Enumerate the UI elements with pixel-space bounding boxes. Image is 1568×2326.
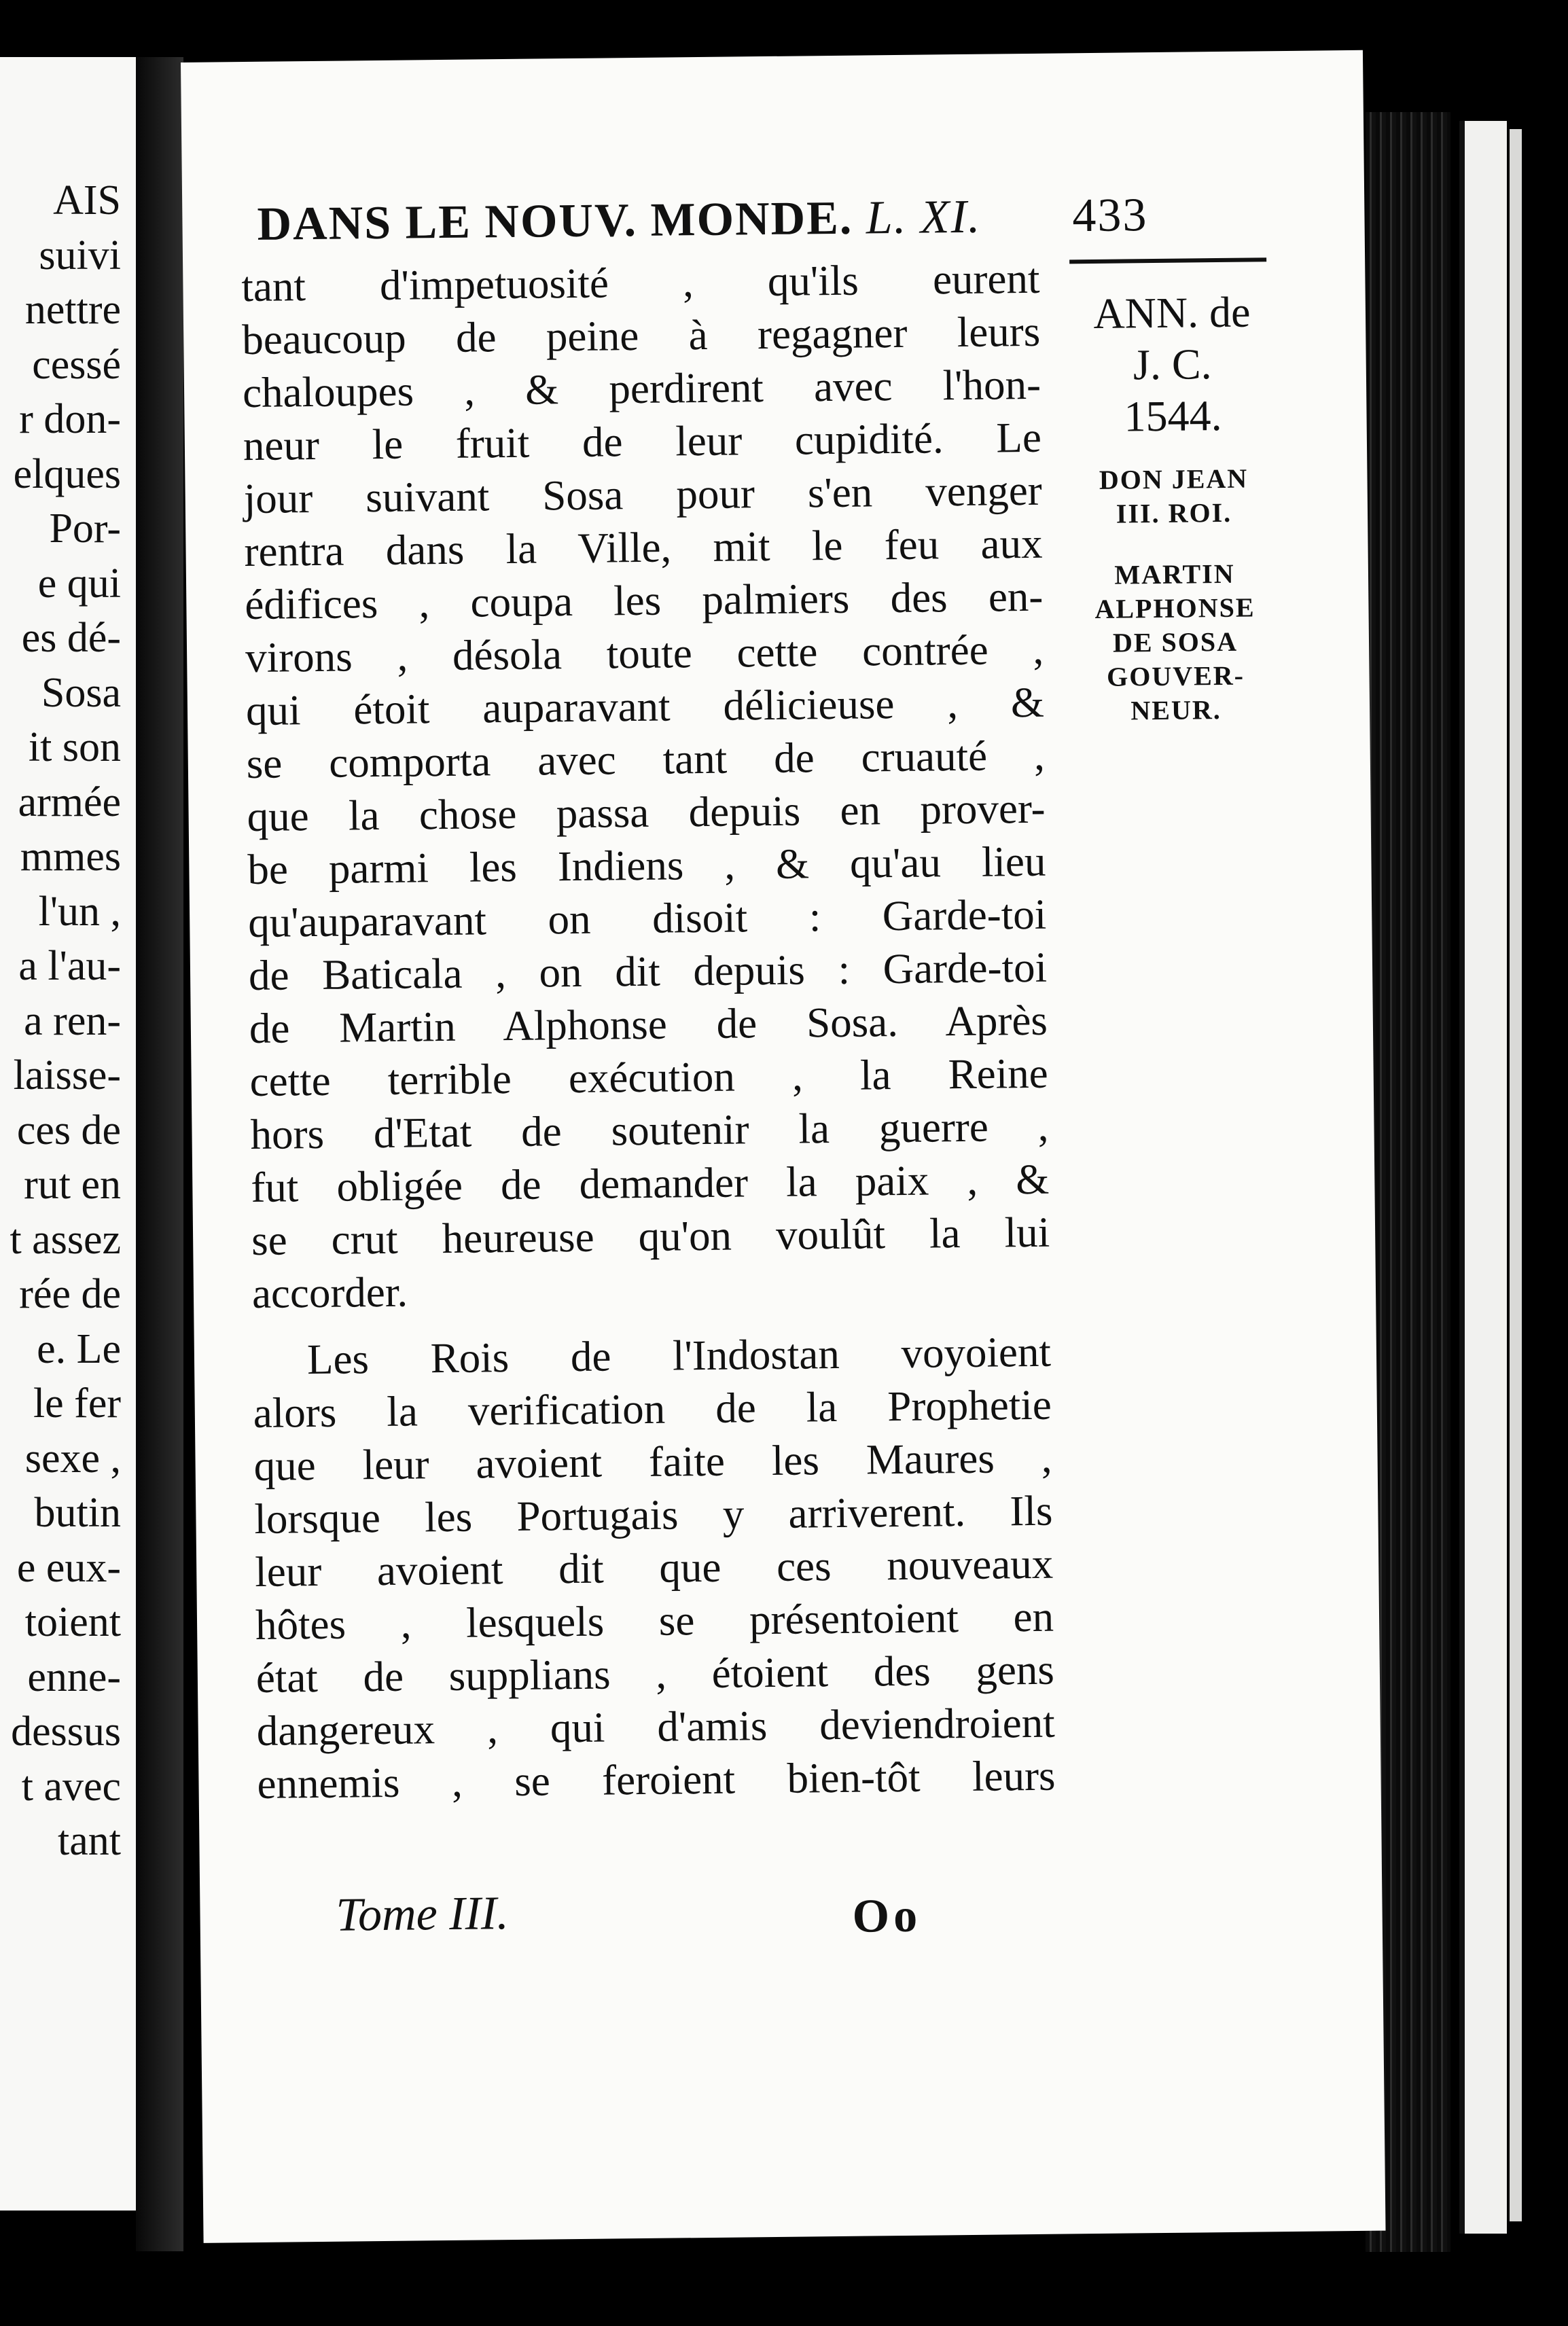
margin-governor: MARTIN xyxy=(1114,558,1235,590)
left-page-line: ces de xyxy=(16,1107,121,1153)
text-line: be parmi les Indiens , & qu'au lieu xyxy=(247,837,1046,894)
text-line: virons , désola toute cette contrée , xyxy=(245,625,1044,682)
text-line: hors d'Etat de soutenir la guerre , xyxy=(250,1102,1049,1159)
book-number: L. XI. xyxy=(866,190,982,245)
paragraph xyxy=(241,252,1050,1320)
margin-king: DON JEAN xyxy=(1099,463,1249,495)
margin-rule xyxy=(1069,257,1266,264)
margin-governor-5: NEUR. xyxy=(1130,694,1222,726)
left-page-line: enne- xyxy=(27,1653,121,1700)
left-page-line: butin xyxy=(34,1490,121,1536)
text-line: neur le fruit de leur cupidité. Le xyxy=(243,413,1042,470)
left-page-line: toient xyxy=(24,1599,121,1645)
margin-notes xyxy=(1069,248,1278,728)
left-page-line: laisse- xyxy=(13,1052,121,1098)
margin-governor-4: GOUVER- xyxy=(1106,660,1245,692)
left-page-line: cessé xyxy=(32,341,121,388)
book-page xyxy=(181,50,1386,2243)
text-line: beaucoup de peine à regagner leurs xyxy=(241,307,1041,364)
back-page-edge-shadow xyxy=(1510,129,1522,2221)
text-line: dangereux , qui d'amis deviendroient xyxy=(256,1698,1056,1755)
page-footer xyxy=(336,1881,1049,1943)
left-page-line: r don- xyxy=(19,396,121,442)
left-page-line: t assez xyxy=(10,1216,121,1263)
text-line: tant d'impetuosité , qu'ils eurent xyxy=(241,254,1040,311)
text-line: lorsque les Portugais y arriverent. Ils xyxy=(254,1486,1053,1543)
left-page-line: Sosa xyxy=(41,669,121,716)
text-line: fut obligée de demander la paix , & xyxy=(250,1155,1050,1212)
left-page-line: nettre xyxy=(24,287,121,333)
main-text xyxy=(241,252,1056,1810)
text-line: chaloupes , & perdirent avec l'hon- xyxy=(242,360,1041,417)
left-page-line: mmes xyxy=(20,834,121,880)
text-line: leur avoient dit que ces nouveaux xyxy=(254,1539,1054,1596)
left-page-line: Por- xyxy=(49,505,121,552)
text-line: accorder. xyxy=(251,1268,408,1317)
text-line: hôtes , lesquels se présentoient en xyxy=(255,1592,1054,1649)
running-header xyxy=(257,189,1148,252)
left-page-line: e eux- xyxy=(16,1544,121,1591)
left-page-line: l'un , xyxy=(38,888,121,935)
margin-year-label: ANN. de xyxy=(1093,287,1251,338)
text-line: rentra dans la Ville, mit le feu aux xyxy=(244,519,1043,576)
previous-page-fragment xyxy=(0,57,136,2211)
left-page-line: it son xyxy=(28,724,121,770)
left-page-line: es dé- xyxy=(21,615,121,661)
margin-king-2: III. ROI. xyxy=(1116,497,1232,529)
left-page-line: rut en xyxy=(24,1162,121,1208)
text-line: ennemis , se feroient bien-tôt leurs xyxy=(257,1751,1056,1808)
paragraph xyxy=(253,1325,1056,1810)
signature-mark: Oo xyxy=(852,1889,922,1943)
text-line: Les Rois de l'Indostan voyoient xyxy=(306,1327,1052,1384)
text-line: de Martin Alphonse de Sosa. Après xyxy=(249,996,1048,1053)
left-page-line: a ren- xyxy=(24,997,121,1044)
text-line: se comporta avec tant de cruauté , xyxy=(246,731,1046,788)
left-page-line: suivi xyxy=(39,232,121,279)
left-page-line: elques xyxy=(13,450,121,497)
text-line: qui étoit auparavant délicieuse , & xyxy=(245,678,1045,735)
left-page-line: AIS xyxy=(53,177,121,223)
left-page-line: rée de xyxy=(19,1271,121,1317)
left-page-line: le fer xyxy=(33,1380,121,1427)
left-page-line: tant xyxy=(58,1818,121,1864)
left-page-line: e qui xyxy=(37,560,121,607)
text-line: se crut heureuse qu'on voulût la lui xyxy=(251,1208,1050,1265)
text-line: de Baticala , on dit depuis : Garde-toi xyxy=(248,943,1048,1000)
text-line: état de supplians , étoient des gens xyxy=(255,1645,1055,1702)
text-line: cette terrible exécution , la Reine xyxy=(249,1049,1049,1106)
back-page-edge xyxy=(1459,121,1507,2234)
left-page-line: dessus xyxy=(11,1708,121,1755)
left-page-line: t avec xyxy=(21,1763,121,1810)
margin-governor-2: ALPHONSE xyxy=(1094,592,1255,624)
page-number: 433 xyxy=(1072,189,1148,243)
margin-era: J. C. xyxy=(1133,340,1212,389)
left-page-line: armée xyxy=(18,779,121,825)
text-line: jour suivant Sosa pour s'en venger xyxy=(243,466,1043,523)
running-title: DANS LE NOUV. MONDE. xyxy=(257,192,853,251)
text-line: édifices , coupa les palmiers des en- xyxy=(244,572,1044,629)
left-page-line: sexe , xyxy=(24,1435,121,1482)
book-gutter xyxy=(136,57,183,2251)
text-line: alors la verification de la Prophetie xyxy=(253,1380,1052,1437)
left-page-line: e. Le xyxy=(37,1325,121,1372)
text-line: que leur avoient faite les Maures , xyxy=(253,1433,1052,1490)
text-line: qu'auparavant on disoit : Garde-toi xyxy=(247,890,1047,947)
volume-label: Tome III. xyxy=(336,1887,510,1942)
margin-governor-3: DE SOSA xyxy=(1112,626,1239,658)
margin-year: 1544. xyxy=(1124,391,1222,441)
left-page-line: a l'au- xyxy=(18,943,121,989)
text-line: que la chose passa depuis en prover- xyxy=(247,784,1046,841)
